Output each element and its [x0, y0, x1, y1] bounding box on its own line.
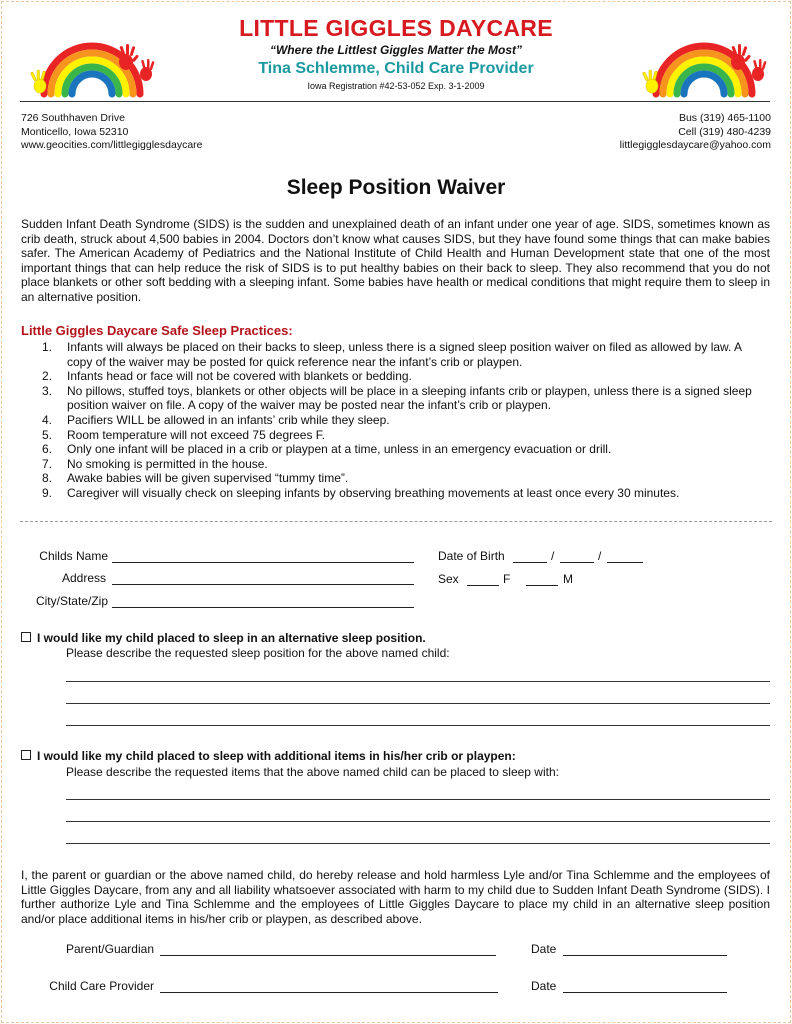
safe-sleep-heading: Little Giggles Daycare Safe Sleep Practices: — [21, 323, 293, 338]
dob-year-field[interactable] — [607, 562, 643, 563]
email-link[interactable]: littlegigglesdaycare@yahoo.com — [619, 139, 771, 151]
cell-phone: Cell (319) 480-4239 — [678, 125, 771, 138]
child-care-provider-label: Child Care Provider — [49, 979, 154, 993]
address-label: Address — [61, 571, 106, 585]
address-field[interactable] — [112, 584, 414, 585]
childs-name-label: Childs Name — [39, 549, 108, 563]
city-state-zip-field[interactable] — [112, 607, 414, 608]
provider-name: Tina Schlemme, Child Care Provider — [258, 60, 534, 77]
provider-signature-field[interactable] — [160, 992, 498, 993]
childs-name-field[interactable] — [112, 562, 414, 563]
practice-item: 9. Caregiver will visually check on sleeping infants by observing breathing movements at least once every 30 minutes. — [42, 485, 680, 500]
city-state-zip-label: City/State/Zip — [35, 594, 108, 608]
sex-label: Sex — [438, 572, 459, 586]
position-description-line[interactable] — [66, 725, 770, 726]
rainbow-handprints-logo-right — [642, 12, 772, 100]
practice-item: 6. Only one infant will be placed in a crib or playpen at a time, unless in an emergency evacuation or drill. — [42, 442, 612, 457]
additional-items-prompt: Please describe the requested items that the above named child can be placed to sleep with: — [66, 765, 559, 779]
parent-guardian-label: Parent/Guardian — [65, 942, 154, 956]
position-description-line[interactable] — [66, 703, 770, 704]
city-address: Monticello, Iowa 52310 — [21, 125, 129, 138]
items-description-line[interactable] — [66, 843, 770, 844]
dob-day-field[interactable] — [560, 562, 594, 563]
dob-separator: / — [551, 549, 555, 563]
dob-month-field[interactable] — [513, 562, 547, 563]
bus-phone: Bus (319) 465-1100 — [678, 112, 771, 124]
practice-item: 5. Room temperature will not exceed 75 degrees F. — [42, 427, 326, 442]
header-divider — [20, 101, 770, 102]
sex-female-field[interactable] — [467, 585, 499, 586]
section-divider — [20, 521, 772, 522]
additional-items-label: I would like my child placed to sleep with additional items in his/her crib or playpen: — [37, 749, 516, 763]
document-title: Sleep Position Waiver — [286, 176, 506, 199]
daycare-name: LITTLE GIGGLES DAYCARE — [239, 15, 553, 41]
address-block — [21, 112, 203, 153]
website-link[interactable]: www.geocities.com/littlegigglesdaycare — [21, 139, 203, 151]
practice-item: 2. Infants head or face will not be covered with blankets or bedding. — [42, 369, 412, 384]
practice-item: 3. No pillows, stuffed toys, blankets or other objects will be place in a sleeping infants crib or playpen, unless there is a signed sleep position waiver on file. A copy of the waiver may be posted near the infant’s crib or playpen. — [42, 383, 752, 413]
street-address: 726 Southhaven Drive — [21, 112, 125, 124]
practice-item: 7. No smoking is permitted in the house. — [42, 456, 268, 471]
sex-male-label: M — [563, 572, 573, 586]
liability-release-paragraph: I, the parent or guardian or the above named child, do hereby release and hold harmless Lyle and/or Tina Schlemme and the employees of Little Giggles Daycare, from any and all liability whatsoever associated with harm to my child due to Sudden Infant Death Syndrome (SIDS). I further authorize Lyle and Tina Schlemme and the employees of Little Giggles Daycare to place my child in an alternative sleep position and/or place additional items in his/her crib or playpen, as described above. — [21, 868, 770, 926]
practice-item: 1. Infants will always be placed on their backs to sleep, unless there is a signed sleep position waiver on filed as allowed by law. A copy of the waiver may be posted for quick reference near the infant’s crib or playpen. — [42, 340, 742, 369]
tagline: “Where the Littlest Giggles Matter the Most” — [269, 43, 523, 57]
practice-item: 4. Pacifiers WILL be allowed in an infants’ crib while they sleep. — [42, 412, 390, 427]
provider-date-label: Date — [531, 979, 557, 993]
provider-date-field[interactable] — [563, 992, 727, 993]
alternative-position-prompt: Please describe the requested sleep position for the above named child: — [66, 646, 450, 660]
sex-female-label: F — [503, 572, 511, 586]
sex-male-field[interactable] — [526, 585, 558, 586]
items-description-line[interactable] — [66, 799, 770, 800]
parent-date-field[interactable] — [563, 955, 727, 956]
safe-sleep-list — [21, 340, 770, 501]
additional-items-checkbox[interactable] — [21, 750, 31, 760]
date-of-birth-label: Date of Birth — [438, 549, 505, 563]
alternative-position-checkbox[interactable] — [21, 632, 31, 642]
phone-block — [620, 112, 771, 153]
additional-items-option — [21, 749, 516, 763]
rainbow-handprints-logo-left — [30, 12, 160, 100]
position-description-line[interactable] — [66, 681, 770, 682]
parent-date-label: Date — [531, 942, 557, 956]
alternative-position-option — [21, 631, 426, 645]
dob-separator: / — [598, 549, 602, 563]
alternative-position-label: I would like my child placed to sleep in an alternative sleep position. — [37, 631, 426, 645]
practice-item: 8. Awake babies will be given supervised “tummy time”. — [42, 471, 349, 486]
sids-intro-paragraph: Sudden Infant Death Syndrome (SIDS) is the sudden and unexplained death of an infant under one year of age. SIDS, sometimes known as crib death, struck about 4,500 babies in 2004. Doctors don’t know what causes SIDS, but they have found some things that can make babies safer. The American Academy of Pediatrics and the National Institute of Child Health and Human Development state that one of the most important things that can help reduce the risk of SIDS is to put healthy babies on their back to sleep. They also recommend that you do not place blankets or other soft bedding with a sleeping infant. Some babies have health or medical conditions that might require them to sleep in an alternative position. — [21, 217, 770, 304]
registration-info: Iowa Registration #42-53-052 Exp. 3-1-2009 — [307, 81, 485, 91]
items-description-line[interactable] — [66, 821, 770, 822]
parent-signature-field[interactable] — [160, 955, 496, 956]
